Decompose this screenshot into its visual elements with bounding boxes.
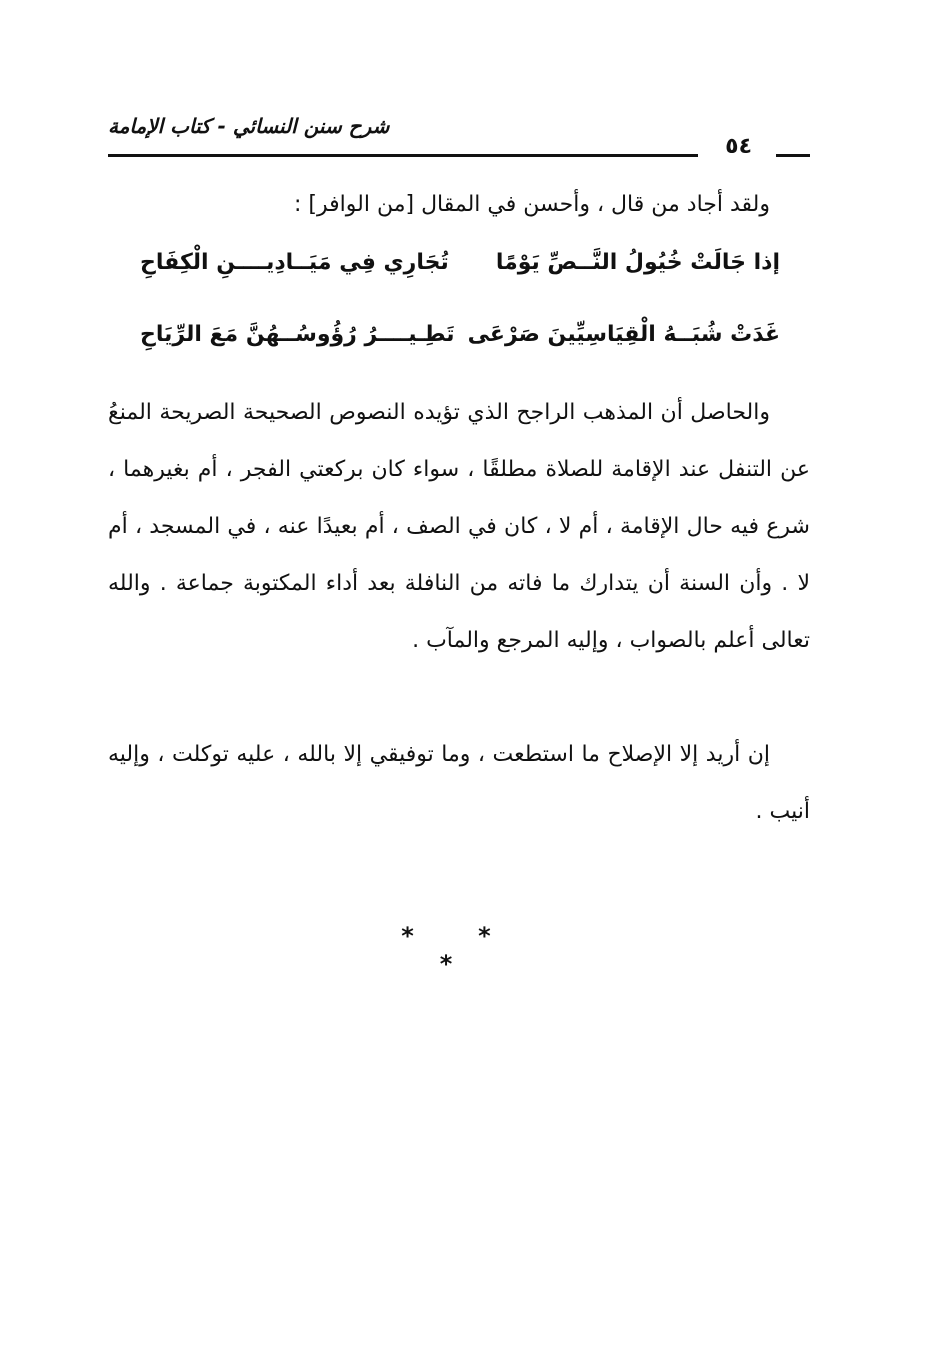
verse-line-1 [108,250,780,290]
running-title: شرح سنن النسائي - كتاب الإمامة [108,114,390,138]
verse-1-first-hemistich: إذا جَالَتْ خُيُولُ النَّــصِّ يَوْمًا [495,250,780,275]
header-dash [776,154,810,157]
verse-2-first-hemistich: غَدَتْ شُبَــهُ الْقِيَاسِيِّينَ صَرْعَى [467,322,780,347]
paragraph-closing: إن أريد إلا الإصلاح ما استطعت ، وما توفيقي إلا بالله ، عليه توكلت ، وإليه أنيب . [108,742,810,824]
page-number: ٥٤ [725,134,752,159]
verse-2-second-hemistich: تَطِـيــــرُ رُؤُوسُــهُنَّ مَعَ الرِّيَاحِ [140,322,455,347]
intro-line: ولقد أجاد من قال ، وأحسن في المقال [من الوافر] : [294,192,770,217]
section-separator: * * * [401,922,519,978]
verse-line-2 [108,322,780,362]
page-header [108,104,810,164]
paragraph-conclusion: والحاصل أن المذهب الراجح الذي تؤيده النصوص الصحيحة الصريحة المنعُ عن التنفل عند الإقامة للصلاة مطلقًا ، سواء كان بركعتي الفجر ، أم بغيرهما ، شرع فيه حال الإقامة ، أم لا ، كان في الصف ، أم بعيدًا عنه ، في المسجد ، أم لا . وأن السنة أن يتدارك ما فاته من النافلة بعد أداء المكتوبة جماعة . والله تعالى أعلم بالصواب ، وإليه المرجع والمآب . [108,400,810,653]
header-rule [108,154,698,157]
verse-1-second-hemistich: تُجَارِي فِي مَيَــادِيــــنِ الْكِفَاحِ [140,250,449,275]
